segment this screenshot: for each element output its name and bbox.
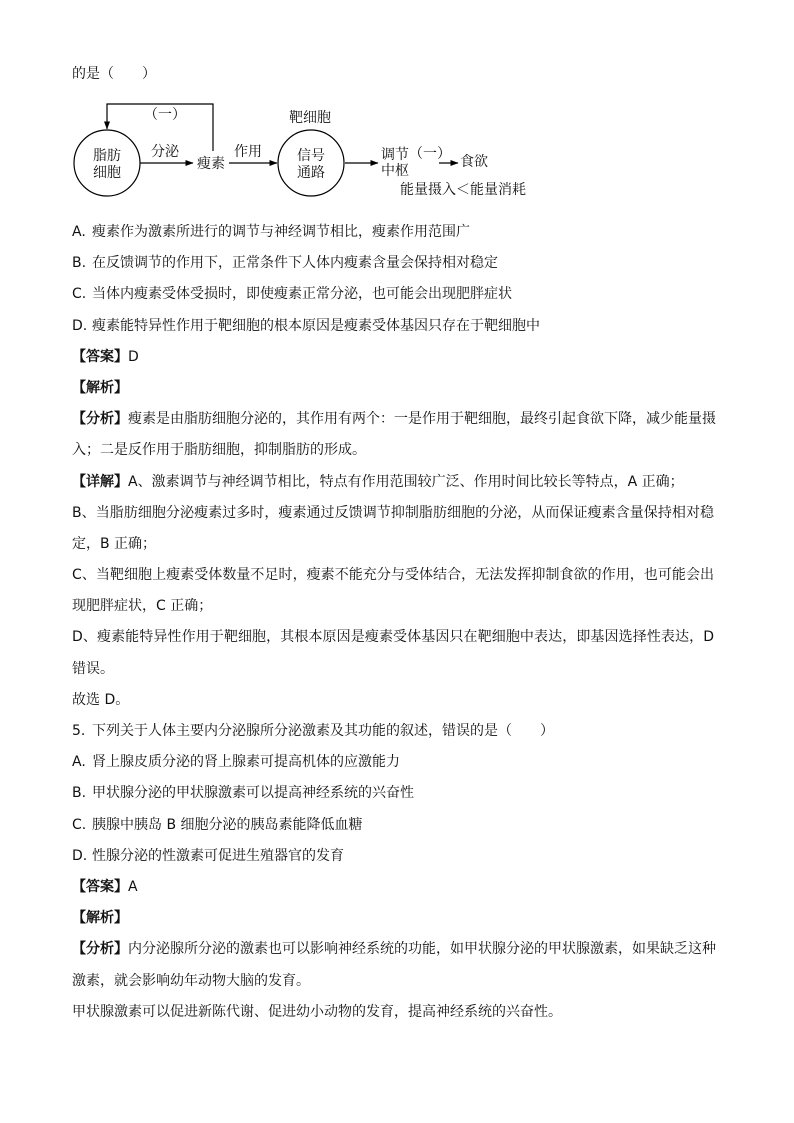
q4-xiangjie-line: [72, 498, 714, 529]
conclusion-text: 故选 D。: [72, 691, 130, 708]
option-label: C.: [72, 816, 87, 833]
option-label: B.: [72, 255, 87, 272]
q4-option-c: [72, 279, 722, 310]
option-text: 在反馈调节的作用下，正常条件下人体内瘦素含量会保持相对稳定: [92, 255, 498, 272]
option-label: A.: [72, 754, 86, 771]
answer-value: D: [128, 348, 139, 365]
body-text: [72, 217, 722, 1028]
leptin-regulation-diagram: [0, 95, 600, 207]
xiangjie-text: 定，B 正确；: [72, 535, 157, 552]
option-text: 性腺分泌的性激素可促进生殖器官的发育: [92, 847, 344, 864]
q5-stem: [72, 716, 722, 747]
fenxi-label: 【分析】: [72, 941, 128, 958]
analysis-label: 【解析】: [72, 379, 128, 396]
answer-label: 【答案】: [72, 348, 128, 365]
appetite-label: 食欲: [460, 154, 488, 170]
fat-cell-label-line1: 脂肪: [93, 148, 121, 164]
q4-xiangjie-line: [72, 560, 714, 591]
question-4-stem-tail: 的是（ ）: [72, 66, 156, 82]
fenxi-text: 激素，就会影响幼年动物大脑的发育。: [72, 972, 310, 989]
q4-analysis-heading: [72, 373, 722, 404]
xiangjie-label: 【详解】: [72, 473, 128, 490]
xiangjie-text: B、当脂肪细胞分泌瘦素过多时，瘦素通过反馈调节抑制脂肪细胞的分泌，从而保证瘦素含量保持相对稳: [72, 504, 714, 521]
option-label: B.: [72, 785, 87, 802]
target-cell-label: 靶细胞: [289, 110, 331, 126]
feedback-label: （一）: [144, 107, 186, 123]
q4-option-a: [72, 217, 722, 248]
analysis-label: 【解析】: [72, 910, 128, 927]
signal-pathway-line1: 信号: [297, 148, 325, 164]
xiangjie-text: A、激素调节与神经调节相比，特点有作用范围较广泛、作用时间比较长等特点，A 正确；: [128, 473, 684, 490]
q4-xiangjie-line: [72, 529, 722, 560]
option-text: 瘦素作为激素所进行的调节与神经调节相比，瘦素作用范围广: [92, 224, 470, 240]
q5-option-a: [72, 747, 722, 778]
xiangjie-text: 现肥胖症状，C 正确；: [72, 598, 213, 615]
q5-analysis-heading: [72, 903, 722, 934]
fenxi-text: 瘦素是由脂肪细胞分泌的，其作用有两个：一是作用于靶细胞，最终引起食欲下降，减少能量摄: [128, 411, 716, 428]
question-stem: 下列关于人体主要内分泌腺所分泌激素及其功能的叙述，错误的是（ ）: [92, 723, 554, 739]
q5-extra-line: [72, 997, 722, 1028]
fat-cell-label-line2: 细胞: [93, 165, 121, 181]
secrete-label: 分泌: [151, 144, 179, 160]
xiangjie-text: D、瘦素能特异性作用于靶细胞，其根本原因是瘦素受体基因只在靶细胞中表达，即基因选择性表达，D: [72, 629, 714, 646]
inhibit-label: （一）: [409, 146, 451, 162]
option-text: 瘦素能特异性作用于靶细胞的根本原因是瘦素受体基因只存在于靶细胞中: [92, 317, 540, 334]
q4-conclusion: [72, 685, 722, 716]
q4-option-d: [72, 311, 722, 342]
answer-value: A: [128, 878, 138, 895]
fenxi-label: 【分析】: [72, 411, 128, 428]
option-text: 甲状腺分泌的甲状腺激素可以提高神经系统的兴奋性: [92, 785, 414, 802]
q5-option-c: [72, 810, 722, 841]
question-number: 5.: [72, 723, 86, 739]
option-text: 当体内瘦素受体受损时，即使瘦素正常分泌，也可能会出现肥胖症状: [92, 286, 512, 303]
regulation-center-line1: 调节: [381, 147, 409, 163]
q5-fenxi-line: [72, 966, 722, 997]
q4-answer: [72, 342, 722, 373]
regulation-center-line2: 中枢: [381, 163, 409, 179]
option-text: 肾上腺皮质分泌的肾上腺素可提高机体的应激能力: [92, 754, 400, 771]
q5-fenxi-line: [72, 934, 714, 965]
option-label: A.: [72, 224, 86, 240]
fenxi-text: 内分泌腺所分泌的激素也可以影响神经系统的功能，如甲状腺分泌的甲状腺激素，如果缺乏这种: [128, 941, 716, 958]
xiangjie-text: C、当靶细胞上瘦素受体数量不足时，瘦素不能充分与受体结合，无法发挥抑制食欲的作用，也可能会出: [72, 567, 714, 584]
fenxi-text: 入；二是反作用于脂肪细胞，抑制脂肪的形成。: [72, 442, 366, 459]
q5-answer: [72, 872, 722, 903]
act-label: 作用: [234, 144, 262, 160]
option-label: D.: [72, 317, 88, 334]
extra-text: 甲状腺激素可以促进新陈代谢、促进幼小动物的发育，提高神经系统的兴奋性。: [72, 1003, 562, 1020]
q5-option-b: [72, 778, 722, 809]
q4-xiangjie-line: [72, 622, 714, 653]
option-text: 胰腺中胰岛 B 细胞分泌的胰岛素能降低血糖: [92, 816, 363, 833]
q4-fenxi-line: [72, 435, 722, 466]
option-label: C.: [72, 286, 87, 303]
leptin-label: 瘦素: [197, 156, 225, 172]
q4-xiangjie-line: [72, 591, 722, 622]
q4-xiangjie-line: [72, 467, 722, 498]
q4-xiangjie-line: [72, 654, 722, 685]
q5-option-d: [72, 841, 722, 872]
xiangjie-text: 错误。: [72, 660, 114, 677]
answer-label: 【答案】: [72, 878, 128, 895]
signal-pathway-line2: 通路: [297, 165, 325, 181]
option-label: D.: [72, 847, 88, 864]
q4-option-b: [72, 248, 722, 279]
energy-balance-label: 能量摄入＜能量消耗: [400, 182, 526, 198]
q4-fenxi-line: [72, 404, 714, 435]
